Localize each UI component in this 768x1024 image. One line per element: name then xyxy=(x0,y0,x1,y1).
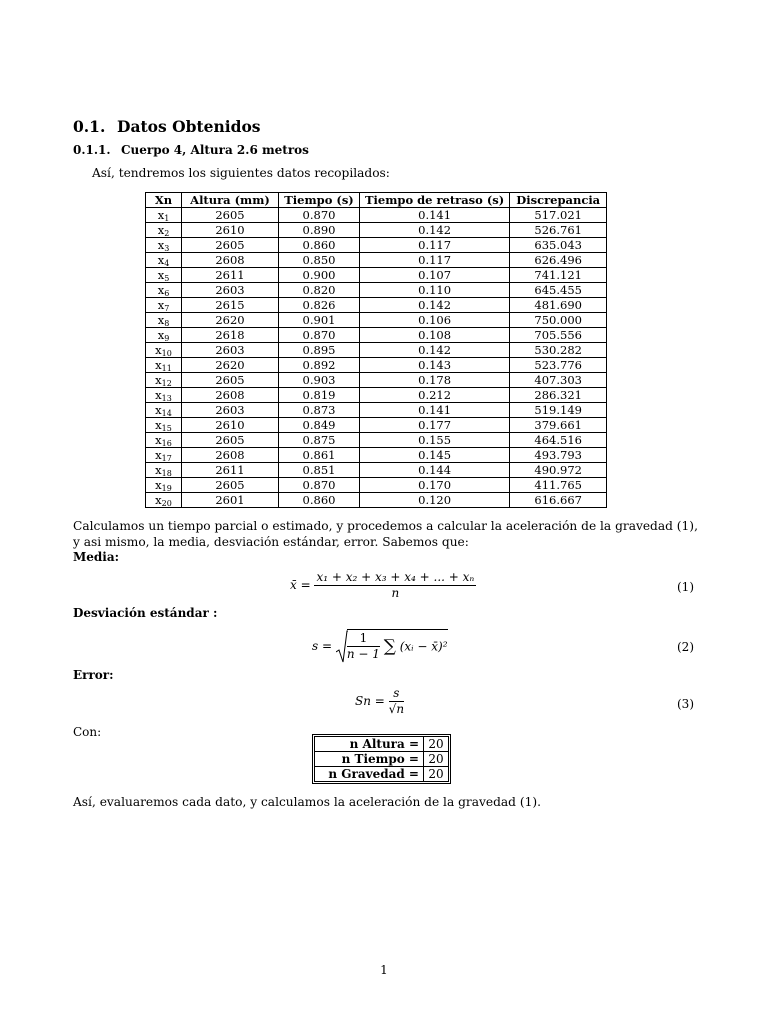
xn-subscript: 3 xyxy=(164,244,170,253)
xn-subscript: 14 xyxy=(161,409,172,418)
cell-xn xyxy=(146,268,182,283)
table-row xyxy=(146,253,607,268)
cell-altura: 2605 xyxy=(182,478,279,493)
subsection-number: 0.1.1. xyxy=(73,143,111,157)
cell-xn xyxy=(146,328,182,343)
sum-term: (xᵢ − x̄)² xyxy=(399,639,448,654)
cell-altura: 2610 xyxy=(182,223,279,238)
cell-tiempo: 0.849 xyxy=(279,418,360,433)
cell-retraso: 0.177 xyxy=(360,418,510,433)
cell-discrepancia: 411.765 xyxy=(510,478,607,493)
counts-table-body xyxy=(315,737,449,782)
table-row xyxy=(146,313,607,328)
cell-discrepancia: 705.556 xyxy=(510,328,607,343)
cell-altura: 2608 xyxy=(182,253,279,268)
cell-xn xyxy=(146,373,182,388)
xn-base: x xyxy=(157,283,165,297)
counts-row xyxy=(315,767,449,782)
cell-discrepancia: 750.000 xyxy=(510,313,607,328)
xn-base: x xyxy=(157,313,165,327)
cell-xn xyxy=(146,403,182,418)
cell-xn xyxy=(146,313,182,328)
desviacion-fraction xyxy=(347,632,380,661)
cell-tiempo: 0.870 xyxy=(279,208,360,223)
cell-retraso: 0.106 xyxy=(360,313,510,328)
cell-tiempo: 0.875 xyxy=(279,433,360,448)
cell-discrepancia: 626.496 xyxy=(510,253,607,268)
cell-discrepancia: 379.661 xyxy=(510,418,607,433)
table-row xyxy=(146,343,607,358)
cell-discrepancia: 645.455 xyxy=(510,283,607,298)
xn-subscript: 17 xyxy=(161,454,172,463)
cell-retraso: 0.144 xyxy=(360,463,510,478)
cell-retraso: 0.212 xyxy=(360,388,510,403)
counts-label: n Gravedad = xyxy=(315,767,424,782)
header-altura: Altura (mm) xyxy=(182,193,279,208)
table-row xyxy=(146,223,607,238)
intro-text: Así, tendremos los siguientes datos recopilados: xyxy=(92,166,390,180)
table-row xyxy=(146,418,607,433)
cell-retraso: 0.110 xyxy=(360,283,510,298)
xn-base: x xyxy=(155,403,162,417)
media-numerator: x₁ + x₂ + x₃ + x₄ + ... + xₙ xyxy=(316,570,475,584)
cell-tiempo: 0.870 xyxy=(279,478,360,493)
cell-xn xyxy=(146,238,182,253)
counts-row xyxy=(315,752,449,767)
error-radicand: n xyxy=(396,702,405,716)
cell-tiempo: 0.850 xyxy=(279,253,360,268)
cell-xn xyxy=(146,298,182,313)
xn-subscript: 18 xyxy=(161,469,172,478)
cell-retraso: 0.141 xyxy=(360,403,510,418)
media-label: Media: xyxy=(73,550,120,564)
cell-retraso: 0.117 xyxy=(360,253,510,268)
xn-base: x xyxy=(155,388,162,402)
subsection-heading xyxy=(73,143,309,157)
xn-base: x xyxy=(157,268,165,282)
cell-altura: 2618 xyxy=(182,328,279,343)
cell-tiempo: 0.903 xyxy=(279,373,360,388)
equation-number-3: (3) xyxy=(677,697,694,711)
cell-altura: 2615 xyxy=(182,298,279,313)
cell-discrepancia: 481.690 xyxy=(510,298,607,313)
table-row xyxy=(146,283,607,298)
header-xn: Xn xyxy=(146,193,182,208)
table-row xyxy=(146,448,607,463)
counts-label: n Altura = xyxy=(315,737,424,752)
error-numerator: s xyxy=(389,687,404,702)
cell-discrepancia: 286.321 xyxy=(510,388,607,403)
sum-symbol: ∑ xyxy=(383,636,396,657)
cell-altura: 2603 xyxy=(182,283,279,298)
section-number: 0.1. xyxy=(73,117,106,136)
xn-base: x xyxy=(157,253,165,267)
cell-xn xyxy=(146,358,182,373)
cell-retraso: 0.170 xyxy=(360,478,510,493)
cell-tiempo: 0.819 xyxy=(279,388,360,403)
cell-xn xyxy=(146,493,182,508)
cell-tiempo: 0.851 xyxy=(279,463,360,478)
cell-tiempo: 0.820 xyxy=(279,283,360,298)
xn-base: x xyxy=(155,418,162,432)
counts-value: 20 xyxy=(424,767,449,782)
cell-tiempo: 0.895 xyxy=(279,343,360,358)
counts-table xyxy=(314,736,449,782)
table-row xyxy=(146,493,607,508)
error-fraction xyxy=(389,687,404,716)
cell-altura: 2605 xyxy=(182,373,279,388)
subsection-title: Cuerpo 4, Altura 2.6 metros xyxy=(121,143,309,157)
sqrt-icon: √ xyxy=(388,702,397,716)
cell-retraso: 0.142 xyxy=(360,298,510,313)
xn-base: x xyxy=(155,493,162,507)
cell-xn xyxy=(146,343,182,358)
xn-subscript: 1 xyxy=(164,214,170,223)
table-row xyxy=(146,388,607,403)
cell-xn xyxy=(146,253,182,268)
xn-subscript: 4 xyxy=(164,259,170,268)
table-row xyxy=(146,433,607,448)
cell-tiempo: 0.901 xyxy=(279,313,360,328)
cell-xn xyxy=(146,463,182,478)
desviacion-label: Desviación estándar : xyxy=(73,606,218,620)
xn-base: x xyxy=(155,343,162,357)
table-row xyxy=(146,403,607,418)
cell-xn xyxy=(146,388,182,403)
table-row xyxy=(146,373,607,388)
radicand xyxy=(347,629,448,661)
desviacion-denominator: n − 1 xyxy=(346,647,380,661)
header-discrepancia: Discrepancia xyxy=(510,193,607,208)
cell-xn xyxy=(146,208,182,223)
section-title: Datos Obtenidos xyxy=(117,117,261,136)
cell-discrepancia: 464.516 xyxy=(510,433,607,448)
counts-value: 20 xyxy=(424,752,449,767)
cell-discrepancia: 523.776 xyxy=(510,358,607,373)
cell-discrepancia: 490.972 xyxy=(510,463,607,478)
cell-tiempo: 0.892 xyxy=(279,358,360,373)
error-label: Error: xyxy=(73,668,114,682)
xn-subscript: 10 xyxy=(161,349,172,358)
cell-tiempo: 0.860 xyxy=(279,493,360,508)
xn-subscript: 5 xyxy=(164,274,170,283)
cell-altura: 2611 xyxy=(182,463,279,478)
cell-retraso: 0.107 xyxy=(360,268,510,283)
xn-subscript: 13 xyxy=(161,394,172,403)
cell-altura: 2608 xyxy=(182,448,279,463)
xn-base: x xyxy=(155,373,162,387)
cell-discrepancia: 526.761 xyxy=(510,223,607,238)
xn-base: x xyxy=(157,238,165,252)
cell-xn xyxy=(146,448,182,463)
xn-subscript: 16 xyxy=(161,439,172,448)
xn-base: x xyxy=(155,463,162,477)
header-tiempo-retraso: Tiempo de retraso (s) xyxy=(360,193,510,208)
cell-tiempo: 0.861 xyxy=(279,448,360,463)
counts-label: n Tiempo = xyxy=(315,752,424,767)
cell-tiempo: 0.826 xyxy=(279,298,360,313)
table-row xyxy=(146,208,607,223)
cell-altura: 2605 xyxy=(182,433,279,448)
section-heading xyxy=(73,117,261,136)
cell-altura: 2603 xyxy=(182,403,279,418)
cell-xn xyxy=(146,418,182,433)
table-row xyxy=(146,328,607,343)
data-table-body xyxy=(146,208,607,508)
cell-altura: 2605 xyxy=(182,208,279,223)
error-lhs: Sn = xyxy=(355,694,385,708)
cell-discrepancia: 616.667 xyxy=(510,493,607,508)
cell-tiempo: 0.860 xyxy=(279,238,360,253)
cell-altura: 2620 xyxy=(182,358,279,373)
xn-base: x xyxy=(155,433,162,447)
cell-discrepancia: 635.043 xyxy=(510,238,607,253)
cell-discrepancia: 530.282 xyxy=(510,343,607,358)
cell-altura: 2601 xyxy=(182,493,279,508)
cell-retraso: 0.143 xyxy=(360,358,510,373)
equation-number-1: (1) xyxy=(677,580,694,594)
data-table-header-row xyxy=(146,193,607,208)
xn-subscript: 6 xyxy=(164,289,170,298)
cell-retraso: 0.145 xyxy=(360,448,510,463)
cell-tiempo: 0.873 xyxy=(279,403,360,418)
method-paragraph: Calculamos un tiempo parcial o estimado, y procedemos a calcular la aceleración de la gravedad (1), y asi mismo, la media, desviación estándar, error. Sabemos que: xyxy=(73,519,698,549)
cell-altura: 2610 xyxy=(182,418,279,433)
table-row xyxy=(146,463,607,478)
xn-subscript: 19 xyxy=(161,484,172,493)
cell-xn xyxy=(146,223,182,238)
xn-base: x xyxy=(157,223,165,237)
table-row xyxy=(146,298,607,313)
cell-retraso: 0.178 xyxy=(360,373,510,388)
cell-tiempo: 0.870 xyxy=(279,328,360,343)
error-denominator xyxy=(389,702,404,716)
cell-altura: 2611 xyxy=(182,268,279,283)
cell-retraso: 0.142 xyxy=(360,223,510,238)
desviacion-formula xyxy=(312,629,448,664)
desviacion-lhs: s = xyxy=(312,639,333,653)
cell-tiempo: 0.890 xyxy=(279,223,360,238)
cell-discrepancia: 407.303 xyxy=(510,373,607,388)
media-fraction xyxy=(314,571,476,600)
media-denominator: n xyxy=(391,586,400,600)
xn-base: x xyxy=(157,208,165,222)
cell-discrepancia: 517.021 xyxy=(510,208,607,223)
equation-number-2: (2) xyxy=(677,640,694,654)
counts-value: 20 xyxy=(424,737,449,752)
cell-discrepancia: 741.121 xyxy=(510,268,607,283)
xn-subscript: 15 xyxy=(161,424,172,433)
cell-retraso: 0.108 xyxy=(360,328,510,343)
cell-retraso: 0.117 xyxy=(360,238,510,253)
xn-base: x xyxy=(155,448,162,462)
page-number: 1 xyxy=(380,963,388,977)
cell-retraso: 0.120 xyxy=(360,493,510,508)
error-formula xyxy=(355,687,404,716)
xn-subscript: 9 xyxy=(164,334,170,343)
xn-subscript: 12 xyxy=(161,379,172,388)
table-row xyxy=(146,358,607,373)
cell-altura: 2620 xyxy=(182,313,279,328)
table-row xyxy=(146,478,607,493)
cell-discrepancia: 493.793 xyxy=(510,448,607,463)
xn-base: x xyxy=(157,298,165,312)
media-lhs: x̄ = xyxy=(290,578,311,592)
cell-discrepancia: 519.149 xyxy=(510,403,607,418)
cell-xn xyxy=(146,478,182,493)
xn-subscript: 2 xyxy=(164,229,170,238)
cell-tiempo: 0.900 xyxy=(279,268,360,283)
xn-subscript: 11 xyxy=(161,364,172,373)
xn-subscript: 7 xyxy=(164,304,170,313)
con-label: Con: xyxy=(73,725,102,739)
cell-retraso: 0.155 xyxy=(360,433,510,448)
cell-xn xyxy=(146,433,182,448)
xn-base: x xyxy=(155,478,162,492)
xn-base: x xyxy=(157,328,165,342)
header-tiempo: Tiempo (s) xyxy=(279,193,360,208)
cell-xn xyxy=(146,283,182,298)
cell-altura: 2603 xyxy=(182,343,279,358)
desviacion-numerator: 1 xyxy=(347,632,380,647)
cell-altura: 2608 xyxy=(182,388,279,403)
xn-base: x xyxy=(155,358,162,372)
media-formula xyxy=(290,571,476,600)
data-table xyxy=(145,192,607,508)
table-row xyxy=(146,268,607,283)
cell-retraso: 0.141 xyxy=(360,208,510,223)
cell-retraso: 0.142 xyxy=(360,343,510,358)
cell-altura: 2605 xyxy=(182,238,279,253)
table-row xyxy=(146,238,607,253)
xn-subscript: 8 xyxy=(164,319,170,328)
xn-subscript: 20 xyxy=(161,499,172,508)
counts-row xyxy=(315,737,449,752)
closing-text: Así, evaluaremos cada dato, y calculamos la aceleración de la gravedad (1). xyxy=(73,795,541,809)
